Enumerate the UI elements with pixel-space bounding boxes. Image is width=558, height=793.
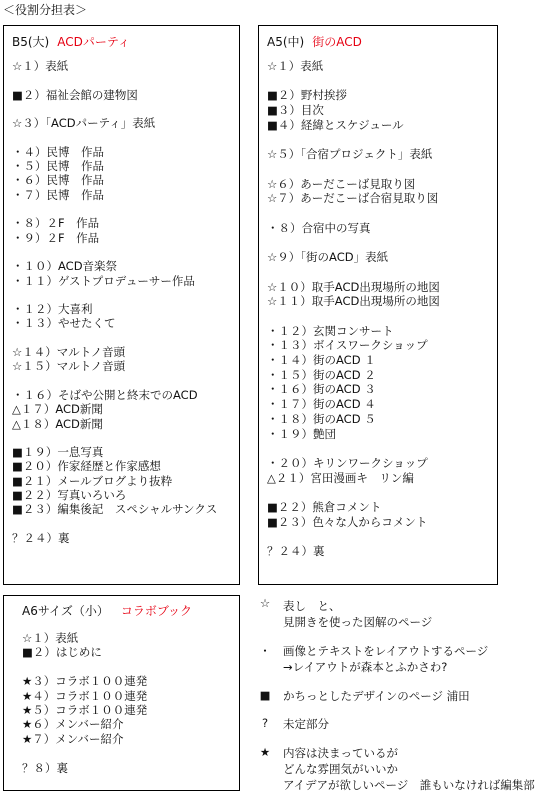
list-item: ☆１）表紙 — [267, 59, 324, 73]
box-a6-size: A6サイズ（小） — [22, 604, 109, 618]
box-a5-size: A5(中) — [267, 35, 305, 49]
list-item: ★６）メンバー紹介 — [22, 717, 124, 732]
list-item: ■２）福祉会館の建物図 — [12, 87, 138, 102]
legend-square-symbol: ■ — [259, 688, 271, 702]
list-item: ・１７）街のACD ４ — [267, 397, 376, 412]
list-item: ・１９）艶団 — [267, 426, 336, 441]
legend-dot-symbol: ・ — [259, 644, 271, 658]
list-item: ☆１１）取手ACD出現場所の地図 — [267, 294, 440, 309]
list-item: ・４）民博 作品 — [12, 144, 104, 159]
list-item: ☆９）「街のACD」表紙 — [267, 250, 389, 265]
list-item: ☆３）「ACDパーティ」表紙 — [12, 116, 156, 131]
box-a6-header — [22, 602, 192, 619]
box-b5-size: B5(大) — [12, 35, 50, 49]
list-item: ？２４）裏 — [267, 544, 325, 559]
list-item: ■２２）熊倉コメント — [267, 500, 382, 514]
box-b5-name: ACDパーティ — [57, 35, 130, 49]
list-item: ・２０）キリンワークショップ — [267, 455, 428, 470]
box-b5 — [3, 25, 240, 585]
box-a5 — [258, 25, 498, 585]
list-item: ・８）合宿中の写真 — [267, 220, 371, 235]
list-item: ・１６）そばや公開と終末でのACD — [12, 387, 198, 402]
list-item: ？８）裏 — [22, 760, 68, 775]
list-item: ■２）はじめに — [22, 645, 102, 660]
list-item: ■１９）一息写真 — [12, 445, 104, 460]
list-item: ☆５）「合宿プロジェクト」表紙 — [267, 147, 433, 162]
list-item: ・６）民博 作品 — [12, 173, 104, 188]
list-item: ■２０）作家経歴と作家感想 — [12, 459, 161, 474]
list-item: ■２１）メールブログより抜粋 — [12, 473, 173, 488]
box-a5-name: 街のACD — [312, 35, 362, 49]
list-item: ★４）コラボ１００連発 — [22, 688, 148, 703]
list-item: ☆１０）取手ACD出現場所の地図 — [267, 279, 440, 294]
box-a6-name: コラボブック — [120, 604, 193, 618]
list-item: ■４）経緯とスケジュール — [267, 117, 404, 132]
list-item: ・１８）街のACD ５ — [267, 411, 376, 426]
box-a5-header — [267, 33, 362, 50]
list-item: △１８）ACD新聞 — [12, 416, 103, 431]
legend-text: 未定部分 — [283, 717, 329, 731]
list-item: ☆６）あーだこーば見取り図 — [267, 176, 416, 191]
list-item: ■２）野村挨拶 — [267, 88, 347, 103]
legend-text: かちっとしたデザインのページ 浦田 — [283, 689, 470, 703]
list-item: ・１２）玄関コンサート — [267, 323, 394, 338]
list-item: ・１３）やせたくて — [12, 316, 116, 331]
list-item: ・１１）ゲストプロデューサー作品 — [12, 273, 195, 288]
box-a6 — [3, 595, 240, 791]
list-item: ・１３）ボイスワークショップ — [267, 338, 428, 353]
list-item: △１７）ACD新聞 — [12, 402, 103, 417]
list-item: ■２３）色々な人からコメント — [267, 514, 428, 529]
legend-star-filled-symbol: ★ — [259, 745, 271, 759]
list-item: ・８）２F 作品 — [12, 216, 100, 231]
page-title: ＜役割分担表＞ — [3, 3, 88, 17]
legend-text: 表し と、 見開きを使った図解のページ — [283, 599, 433, 629]
list-item: ☆１）表紙 — [22, 631, 79, 645]
list-item: ・１０）ACD音楽祭 — [12, 259, 118, 274]
list-item: ☆７）あーだこーば合宿見取り図 — [267, 191, 439, 206]
list-item: △２１）宮田漫画キ リン編 — [267, 470, 414, 485]
list-item: ・１２）大喜利 — [12, 302, 93, 317]
list-item: ★５）コラボ１００連発 — [22, 703, 148, 717]
list-item: ★３）コラボ１００連発 — [22, 674, 148, 689]
legend-text: 画像とテキストをレイアウトするページ →レイアウトが森本とふかさわ? — [283, 644, 489, 674]
list-item: ・７）民博 作品 — [12, 187, 104, 202]
list-item: ■２３）編集後記 スペシャルサンクス — [12, 502, 218, 517]
list-item: ☆１）表紙 — [12, 59, 69, 73]
legend-star-outline-symbol: ☆ — [259, 596, 271, 610]
legend-text: 内容は決まっているが どんな雰囲気がいいか アイデアが欲しいページ 誰もいなければ編集部 — [283, 746, 535, 792]
list-item: ・５）民博 作品 — [12, 159, 104, 174]
list-item: ■３）目次 — [267, 103, 324, 118]
list-item: ☆１５）マルトノ音頭 — [12, 359, 126, 374]
box-b5-header — [12, 33, 130, 50]
list-item: ☆１４）マルトノ音頭 — [12, 345, 126, 359]
legend-question-symbol: ? — [261, 716, 269, 730]
list-item: ・１５）街のACD ２ — [267, 367, 376, 382]
list-item: ■２２）写真いろいろ — [12, 488, 127, 502]
list-item: ・９）２F 作品 — [12, 230, 100, 245]
list-item: ・１６）街のACD ３ — [267, 382, 376, 397]
list-item: ・１４）街のACD １ — [267, 353, 376, 367]
list-item: ★７）メンバー紹介 — [22, 731, 124, 746]
list-item: ？２４）裏 — [12, 530, 70, 545]
